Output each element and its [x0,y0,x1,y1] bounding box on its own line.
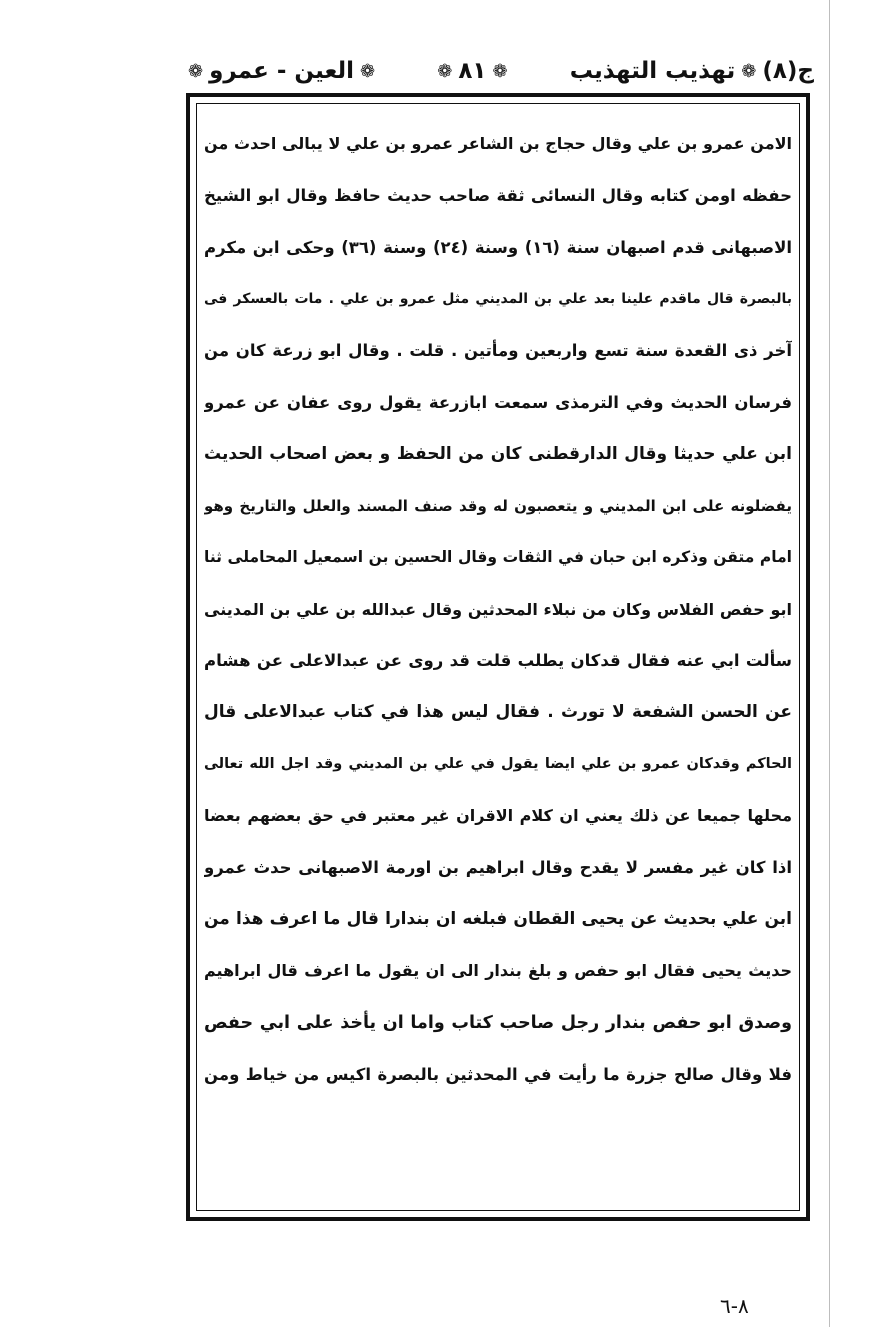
running-header [188,52,814,90]
ornament-icon: ❁ [492,60,508,82]
text-line: الاصبهانى قدم اصبهان سنة (١٦) وسنة (٢٤) وسنة (٣٦) وحكى ابن مكرم [204,237,792,257]
ornament-icon: ❁ [741,60,757,82]
text-line: الامن عمرو بن علي وقال حجاج بن الشاعر عمرو بن علي لا يبالى احدث من [204,134,792,154]
header-volume-title [570,58,814,84]
header-section: العين - عمرو [209,58,354,84]
text-line: اذا كان غير مفسر لا يقدح وقال ابراهيم بن اورمة الاصبهانى حدث عمرو [204,857,792,877]
text-line: حديث يحيى فقال ابو حفص و بلغ بندار الى ان يقول ما اعرف قال ابراهيم [204,961,792,981]
text-line: امام متقن وذكره ابن حبان في الثقات وقال الحسين بن اسمعيل المحاملى ثنا [204,548,792,567]
header-page-number-group [437,58,507,84]
text-line: ابن علي حديثا وقال الدارقطنى كان من الحفظ و بعض اصحاب الحديث [204,443,792,464]
header-section-group [188,58,375,84]
text-line: وصدق ابو حفص بندار رجل صاحب كتاب واما ان يأخذ على ابي حفص [204,1012,792,1033]
text-body [204,118,792,1204]
text-line: عن الحسن الشفعة لا تورث . فقال ليس هذا في كتاب عبدالاعلى قال [204,702,792,723]
text-line: ابو حفص الفلاس وكان من نبلاء المحدثين وقال عبدالله بن علي بن المدينى [204,599,792,619]
text-line: يفضلونه على ابن المديني و يتعصبون له وقد صنف المسند والعلل والتاريخ وهو [204,496,792,515]
header-book-title: تهذيب التهذيب [569,58,736,84]
text-line: آخر ذى القعدة سنة تسع واربعين ومأتين . قلت . وقال ابو زرعة كان من [204,341,792,361]
header-volume: ج(٨) [762,58,814,84]
signature-mark: ٨-٦ [720,1294,749,1318]
ornament-icon: ❁ [188,60,204,82]
text-line: بالبصرة قال ماقدم علينا بعد علي بن المديني مثل عمرو بن علي . مات بالعسكر فى [204,290,792,307]
ornament-icon: ❁ [359,60,376,82]
text-line: فرسان الحديث وفي الترمذى سمعت ابازرعة يقول روى عفان عن عمرو [204,392,792,412]
ornament-icon: ❁ [437,60,453,82]
page-edge-line [829,0,830,1327]
text-line: محلها جميعا عن ذلك يعني ان كلام الاقران غير معتبر في حق بعضهم بعضا [204,806,792,826]
text-line: الحاكم وقدكان عمرو بن علي ايضا يقول في علي بن المديني وقد اجل الله تعالى [204,756,792,773]
text-line: سألت ابي عنه فقال قدكان يطلب قلت قد روى عن عبدالاعلى عن هشام [204,651,792,671]
text-line: فلا وقال صالح جزرة ما رأيت في المحدثين بالبصرة اكيس من خياط ومن [204,1064,792,1084]
page-number: ٨١ [458,58,487,84]
text-line: حفظه اومن كتابه وقال النسائى ثقة صاحب حديث حافظ وقال ابو الشيخ [204,186,792,206]
text-line: ابن علي بحديث عن يحيى القطان فبلغه ان بندارا قال ما اعرف هذا من [204,909,792,930]
